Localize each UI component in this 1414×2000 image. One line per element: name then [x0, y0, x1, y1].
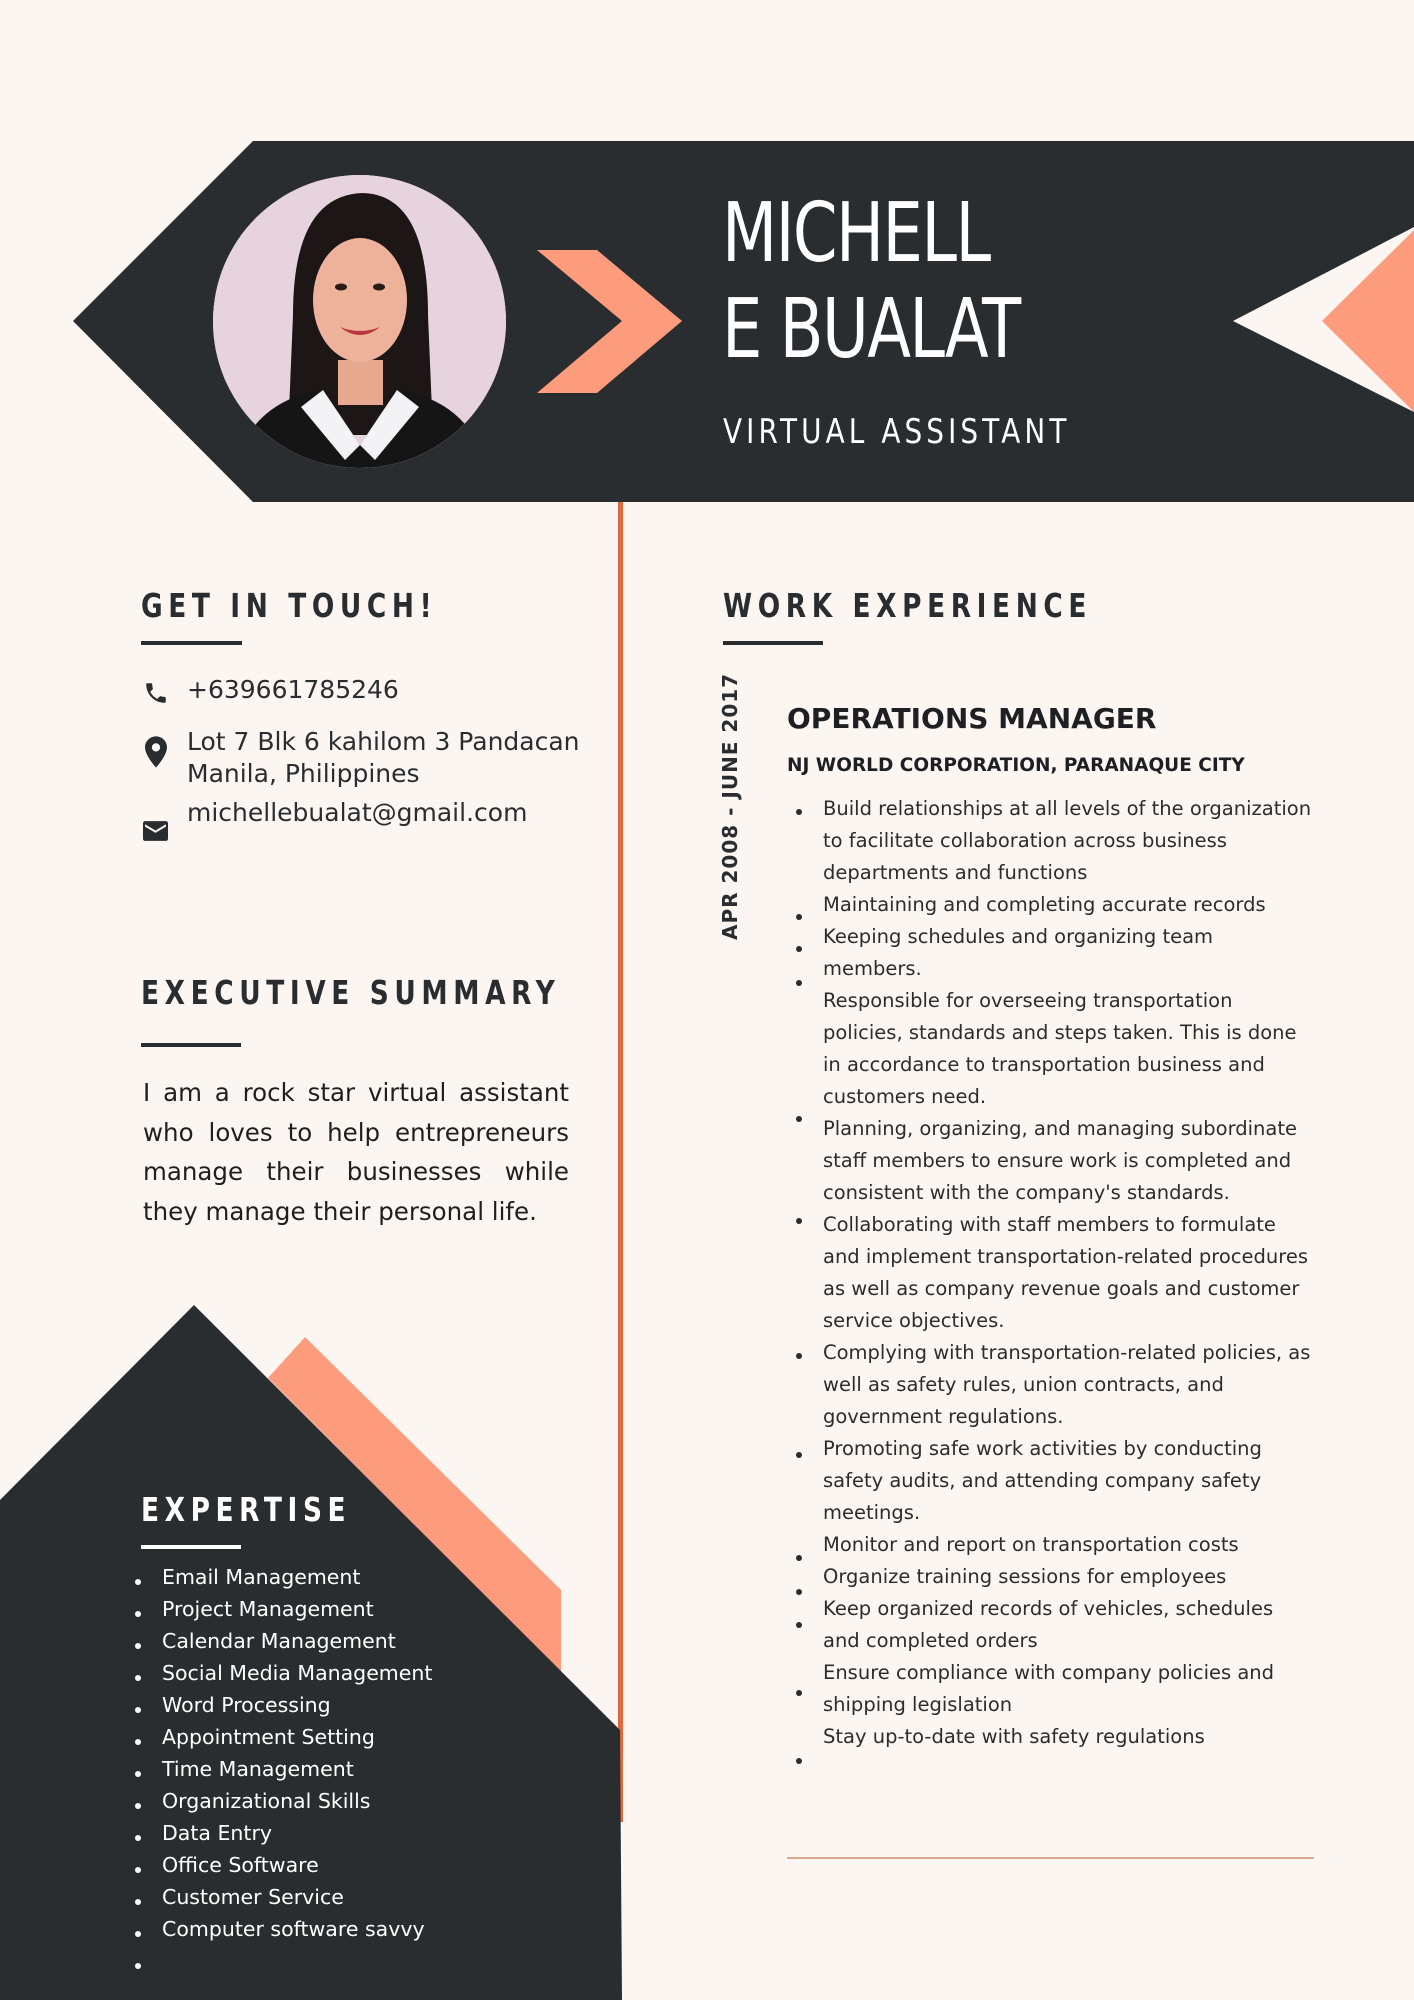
duty-item: Complying with transportation-related policies, as well as safety rules, union contracts, and government regulations.: [823, 1341, 1311, 1428]
work-heading: WORK EXPERIENCE: [723, 586, 1092, 625]
duty-item: Keep organized records of vehicles, schedules and completed orders: [823, 1597, 1274, 1652]
summary-text: I am a rock star virtual assistant who loves to help entrepreneurs manage their businesses while they manage their personal life.: [143, 1078, 569, 1226]
expertise-underline: [141, 1545, 241, 1549]
location-pin-icon: [145, 736, 167, 768]
duty-item: Responsible for overseeing transportation policies, standards and steps taken. This is done in accordance to transportation business and customers need.: [823, 989, 1297, 1108]
bullet-dot: [796, 1690, 802, 1696]
duty-item: Maintaining and completing accurate records: [823, 893, 1266, 916]
duty-item: Organize training sessions for employees: [823, 1565, 1227, 1588]
expertise-list: [133, 1561, 533, 1977]
company-name: NJ WORLD CORPORATION, PARANAQUE CITY: [787, 755, 1245, 776]
bullet-dot: [796, 980, 802, 986]
bullet-dot: [796, 809, 802, 815]
bullet-dot: [796, 1353, 802, 1359]
bullet-dot: [796, 1218, 802, 1224]
expertise-item: Social Media Management: [133, 1657, 533, 1689]
phone-icon: [143, 680, 169, 706]
name-line-1: MICHELL: [722, 186, 990, 281]
expertise-item: Appointment Setting: [133, 1721, 533, 1753]
expertise-item: [133, 1945, 533, 1977]
expertise-item: Organizational Skills: [133, 1785, 533, 1817]
expertise-item: Office Software: [133, 1849, 533, 1881]
expertise-item: Email Management: [133, 1561, 533, 1593]
bottom-rule: [787, 1857, 1314, 1859]
bullet-dot: [796, 914, 802, 920]
duties-list: [823, 793, 1313, 1753]
address-line-2: Manila, Philippines: [187, 759, 420, 788]
summary-heading: EXECUTIVE SUMMARY: [141, 973, 561, 1012]
expertise-item: Customer Service: [133, 1881, 533, 1913]
duty-item: Collaborating with staff members to formulate and implement transportation-related procedures as well as company revenue goals and customer service objectives.: [823, 1213, 1308, 1332]
job-title: OPERATIONS MANAGER: [787, 702, 1157, 735]
duty-item: Monitor and report on transportation costs: [823, 1533, 1239, 1556]
duty-item: Ensure compliance with company policies and shipping legislation: [823, 1661, 1275, 1716]
expertise-item: Word Processing: [133, 1689, 533, 1721]
phone-number[interactable]: +639661785246: [187, 675, 399, 704]
job-role: VIRTUAL ASSISTANT: [723, 412, 1071, 452]
bullet-dot: [796, 1116, 802, 1122]
duty-item: Promoting safe work activities by conducting safety audits, and attending company safety meetings.: [823, 1437, 1262, 1524]
duty-item: Build relationships at all levels of the organization to facilitate collaboration across business departments and functions: [823, 797, 1312, 884]
column-divider: [618, 502, 623, 1822]
contact-heading: GET IN TOUCH!: [141, 586, 438, 625]
expertise-item: Data Entry: [133, 1817, 533, 1849]
bullet-dot: [796, 1589, 802, 1595]
summary-underline: [141, 1043, 241, 1047]
duty-item: Keeping schedules and organizing team members.: [823, 925, 1214, 980]
avatar-illustration: [213, 175, 506, 468]
bullet-dot: [796, 946, 802, 952]
duty-item: Planning, organizing, and managing subordinate staff members to ensure work is completed and consistent with the company's standards.: [823, 1117, 1298, 1204]
work-underline: [723, 641, 823, 645]
expertise-item: Calendar Management: [133, 1625, 533, 1657]
address: [187, 726, 580, 790]
expertise-item: Computer software savvy: [133, 1913, 533, 1945]
contact-underline: [141, 641, 242, 645]
bullet-dot: [796, 1452, 802, 1458]
name-line-2: E BUALAT: [722, 282, 1020, 377]
employment-dates: APR 2008 - JUNE 2017: [718, 672, 742, 940]
bullet-dot: [796, 1622, 802, 1628]
profile-photo: [213, 175, 506, 468]
duty-item: Stay up-to-date with safety regulations: [823, 1725, 1205, 1748]
bullet-dot: [796, 1758, 802, 1764]
email-icon: [143, 821, 168, 841]
address-line-1: Lot 7 Blk 6 kahilom 3 Pandacan: [187, 727, 580, 756]
expertise-item: Project Management: [133, 1593, 533, 1625]
expertise-item: Time Management: [133, 1753, 533, 1785]
email-address[interactable]: michellebualat@gmail.com: [187, 798, 528, 827]
bullet-dot: [796, 1555, 802, 1561]
expertise-heading: EXPERTISE: [141, 1490, 352, 1529]
full-name: [722, 186, 1050, 378]
